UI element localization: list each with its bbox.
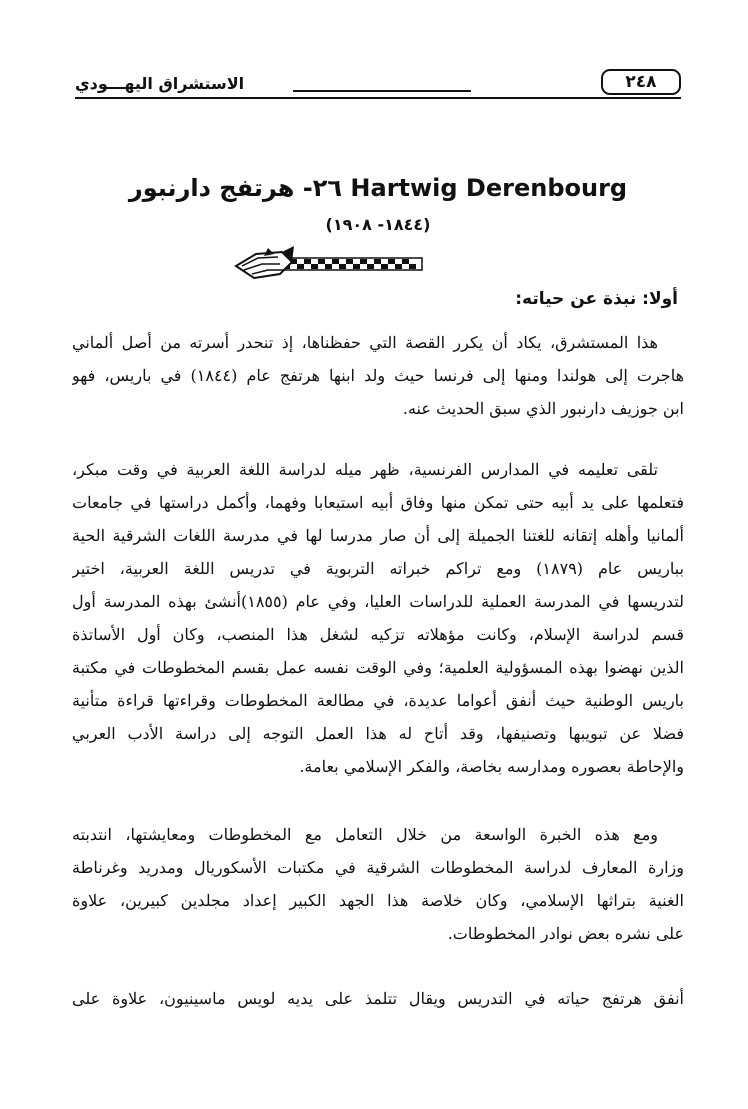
text-line: باريس الوطنية حيث أنفق أعواما عديدة، في مطالعة المخطوطات وقراءتها قراءة متأنية (72, 691, 684, 710)
text-line: والإحاطة بعصوره ومدارسه بخاصة، والفكر الإسلامي بعامة. (299, 757, 684, 776)
text-line: تلقى تعليمه في المدارس الفرنسية، ظهر ميله لدراسة اللغة العربية في وقت مبكر، (72, 460, 658, 479)
text-line: ابن جوزيف دارنبور الذي سبق الحديث عنه. (402, 399, 684, 418)
section-heading: أولا: نبذة عن حياته: (515, 289, 678, 309)
text-line: هاجرت إلى هولندا ومنها إلى فرنسا حيث ولد ابنها هرتفج عام (١٨٤٤) في باريس، فهو (72, 366, 684, 385)
page-number: ٢٤٨ (601, 69, 681, 95)
text-line: أنفق هرتفج حياته في التدريس ويقال تتلمذ على يديه لويس ماسينيون، علاوة على (72, 989, 684, 1008)
chapter-dates: (١٨٤٤- ١٩٠٨) (325, 215, 431, 234)
body-paragraph (72, 326, 684, 425)
running-header (75, 68, 681, 102)
text-line: لتدريسها في المدرسة العملية للدراسات العليا، وفي عام (١٨٥٥)أنشئ بهذه المدرسة أول (72, 592, 684, 611)
text-line: بباريس عام (١٨٧٩) ومع تراكم خبراته التربوية في تدريس اللغة العربية، اختير (72, 559, 684, 578)
body-paragraph (72, 982, 684, 1015)
header-dash (293, 90, 471, 92)
text-line: هذا المستشرق، يكاد أن يكرر القصة التي حفظناها، إذ تنحدر أسرته من أصل ألماني (72, 333, 658, 352)
text-line: على نشره بعض نوادر المخطوطات. (447, 924, 684, 943)
text-line: ومع هذه الخبرة الواسعة من خلال التعامل مع المخطوطات ومعايشتها، انتدبته (72, 825, 658, 844)
chapter-title-arabic: ٢٦- هرتفج دارنبور (128, 174, 343, 202)
header-rule (75, 97, 681, 99)
text-line: فتعلمها على يد أبيه حتى تمكن منها وفاق أبيه استيعابا وفهما، وأكمل دراستها في جامعات (72, 493, 684, 512)
body-paragraph (72, 453, 684, 783)
text-line: فضلا عن تبويبها وتصنيفها، وقد أتاح له هذا العمل التوجه إلى دراسة الأدب العربي (72, 724, 684, 743)
text-line: الغنية بتراثها الإسلامي، وكان خلاصة هذا الجهد الكبير إعداد مجلدين كبيرين، علاوة (72, 891, 684, 910)
quill-pen-ornament-icon (234, 244, 426, 284)
text-line: وزارة المعارف لدراسة المخطوطات الشرقية في مكتبات الأسكوريال ومدريد وغرناطة (72, 858, 684, 877)
text-line: ألمانيا وأهله إتقانه للغتنا الجميلة إلى أن صار مدرسا لها في مدرسة اللغات الشرقية الحية (72, 526, 684, 545)
book-title: الاستشراق اليهـــودي (75, 74, 245, 93)
body-paragraph (72, 818, 684, 950)
text-line: قسم لدراسة الإسلام، وكانت مؤهلاته تزكيه لشغل هذا المنصب، وكان أول الأساتذة (72, 625, 684, 644)
text-line: الذين نهضوا بهذه المسؤولية العلمية؛ وفي الوقت نفسه عمل بقسم المخطوطات في مكتبة (72, 658, 684, 677)
chapter-title (90, 168, 666, 208)
chapter-title-latin: Hartwig Derenbourg (350, 174, 628, 202)
